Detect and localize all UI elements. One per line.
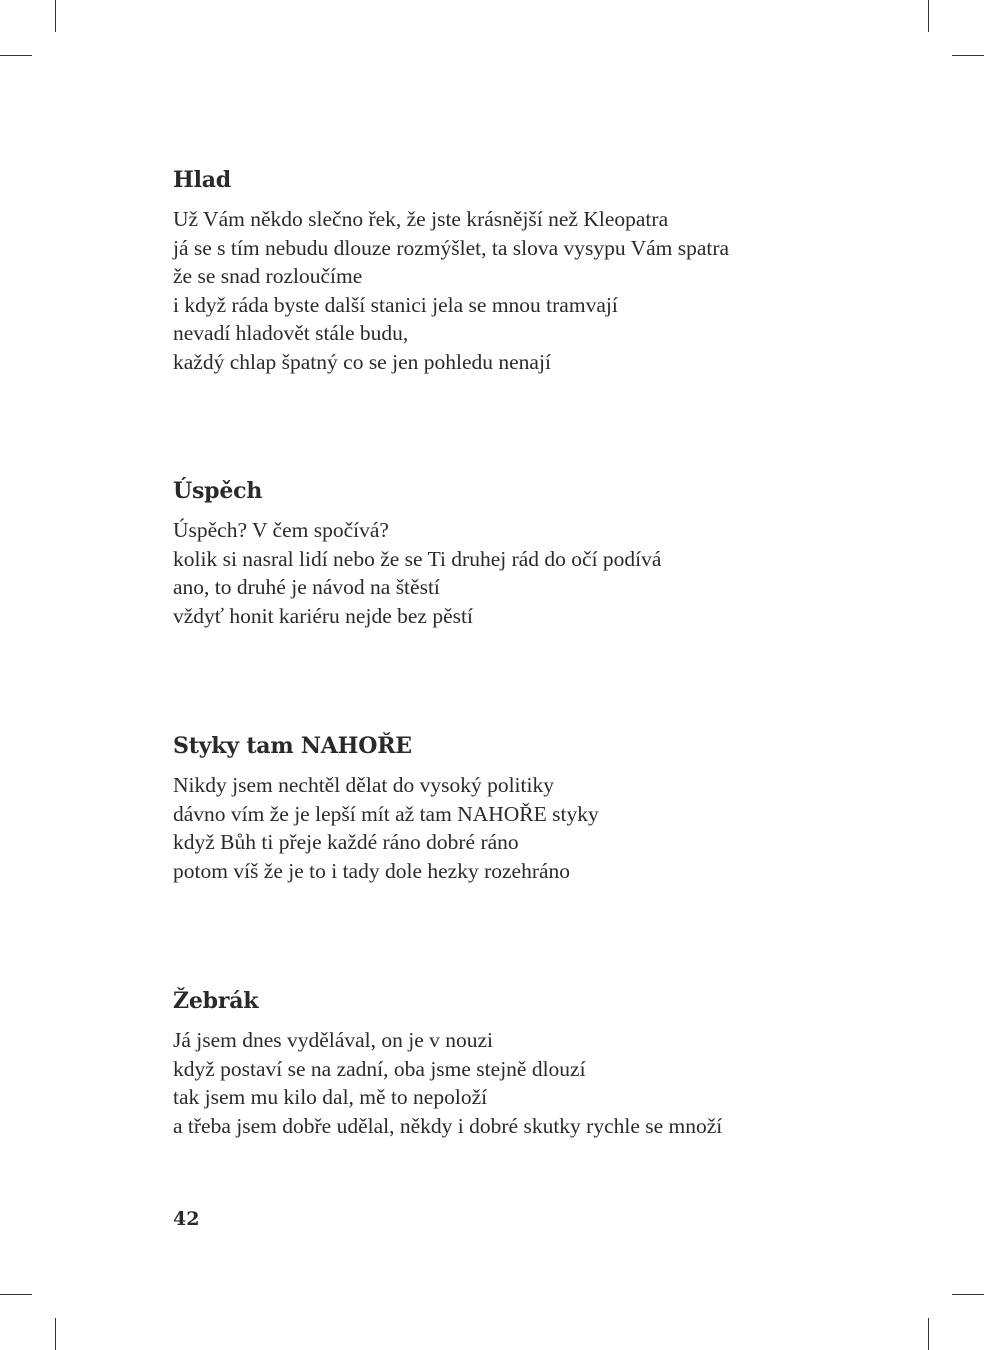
crop-mark-bottom-right-horizontal — [952, 1294, 984, 1295]
poem-uspech — [173, 478, 873, 630]
crop-mark-top-right-horizontal — [952, 55, 984, 56]
poem-line: každý chlap špatný co se jen pohledu nenají — [173, 349, 551, 374]
poem-line: Už Vám někdo slečno řek, že jste krásnější než Kleopatra — [173, 207, 669, 231]
crop-mark-top-left-vertical — [55, 0, 56, 32]
poem-line: že se snad rozloučíme — [173, 264, 363, 288]
poem-title: Hlad — [173, 167, 231, 193]
poem-line: Nikdy jsem nechtěl dělat do vysoký politiky — [173, 773, 554, 797]
poem-line: kolik si nasral lidí nebo že se Ti druhej rád do očí podívá — [173, 546, 662, 571]
poem-line: dávno vím že je lepší mít až tam NAHOŘE styky — [173, 801, 599, 826]
poem-line: nevadí hladovět stále budu, — [173, 321, 409, 345]
poem-line: když postaví se na zadní, oba jsme stejně dlouzí — [173, 1056, 586, 1081]
poem-line: ano, to druhé je návod na štěstí — [173, 575, 440, 599]
crop-mark-bottom-right-vertical — [928, 1318, 929, 1350]
poem-line: Já jsem dnes vydělával, on je v nouzi — [173, 1028, 494, 1052]
poem-line: i když ráda byste další stanici jela se mnou tramvají — [173, 292, 618, 317]
poem-line: když Bůh ti přeje každé ráno dobré ráno — [173, 830, 519, 854]
crop-mark-top-left-horizontal — [0, 55, 32, 56]
poem-title: Úspěch — [173, 478, 263, 504]
poem-line: a třeba jsem dobře udělal, někdy i dobré skutky rychle se množí — [173, 1113, 723, 1138]
page-number: 42 — [173, 1208, 200, 1230]
poem-line: Úspěch? V čem spočívá? — [173, 518, 389, 542]
poem-line: vždyť honit kariéru nejde bez pěstí — [173, 603, 473, 628]
crop-mark-top-right-vertical — [928, 0, 929, 32]
poem-line: tak jsem mu kilo dal, mě to nepoloží — [173, 1085, 488, 1109]
poem-hlad — [173, 167, 873, 376]
crop-mark-bottom-left-vertical — [55, 1318, 56, 1350]
crop-mark-bottom-left-horizontal — [0, 1294, 32, 1295]
poem-line: já se s tím nebudu dlouze rozmýšlet, ta slova vysypu Vám spatra — [173, 235, 730, 260]
poem-styky-tam-nahore — [173, 733, 873, 885]
poem-title: Žebrák — [173, 988, 259, 1014]
poem-title: Styky tam NAHOŘE — [173, 733, 412, 759]
poem-line: potom víš že je to i tady dole hezky rozehráno — [173, 858, 571, 883]
poem-zebrak — [173, 988, 873, 1140]
